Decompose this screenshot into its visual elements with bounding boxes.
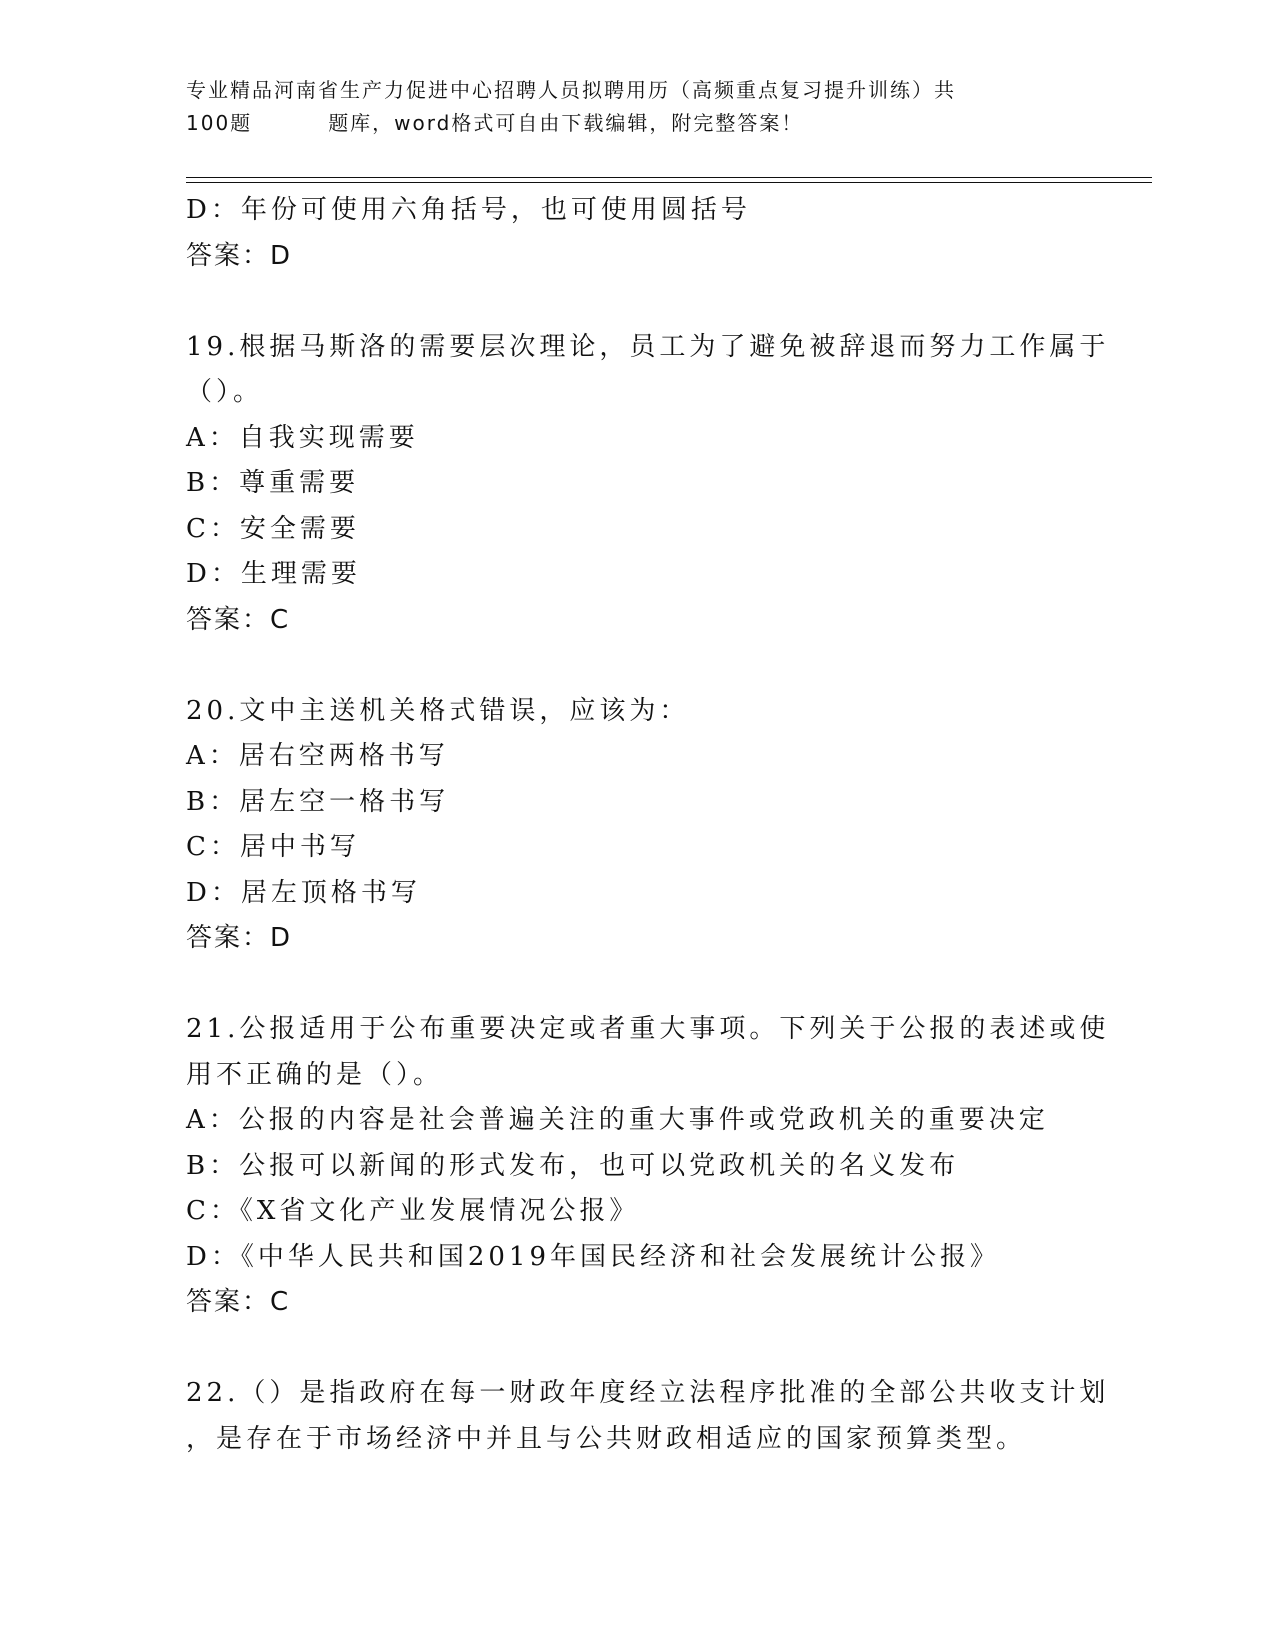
header-divider-top: [186, 177, 1152, 178]
question-20-option-b: B：居左空一格书写: [186, 786, 450, 817]
question-20-option-a: A：居右空两格书写: [186, 741, 449, 771]
question-22-stem: ，是存在于市场经济中并且与公共财政相适应的国家预算类型。: [186, 1423, 1027, 1454]
question-list: [186, 188, 1110, 1462]
question-20-stem: 20.文中主送机关格式错误，应该为：: [186, 695, 690, 726]
question-21-answer: 答案：C: [186, 1287, 291, 1317]
question-21-option-c: C：《X省文化产业发展情况公报》: [186, 1196, 640, 1226]
question-21-option-d: D：《中华人民共和国2019年国民经济和社会发展统计公报》: [186, 1241, 1001, 1272]
header-divider-bottom: [186, 182, 1152, 183]
question-19-option-a: A：自我实现需要: [186, 422, 419, 453]
option-d: D：年份可使用六角括号，也可使用圆括号: [186, 195, 751, 225]
header-description: 题库，word格式可自由下载编辑，附完整答案！: [328, 111, 804, 135]
question-21-stem: 21.公报适用于公布重要决定或者重大事项。下列关于公报的表述或使: [186, 1014, 1110, 1044]
header-title-line2: [186, 107, 1086, 140]
question-19-stem: 19.根据马斯洛的需要层次理论，员工为了避免被辞退而努力工作属于: [186, 331, 1110, 362]
question-22-stem: 22.（）是指政府在每一财政年度经立法程序批准的全部公共收支计划: [186, 1378, 1110, 1408]
question-21-option-b: B：公报可以新闻的形式发布，也可以党政机关的名义发布: [186, 1150, 960, 1181]
question-19-option-c: C：安全需要: [186, 513, 360, 544]
question-19-stem: （）。: [186, 377, 264, 407]
question-21-stem: 用不正确的是（）。: [186, 1059, 444, 1090]
question-19-option-d: D：生理需要: [186, 559, 361, 589]
header-count: 100题: [186, 111, 253, 135]
question-21-option-a: A：公报的内容是社会普遍关注的重大事件或党政机关的重要决定: [186, 1105, 1049, 1135]
page-header: [186, 74, 1086, 140]
question-20-answer: 答案：D: [186, 923, 293, 953]
question-19-option-b: B：尊重需要: [186, 468, 360, 498]
question-20-option-c: C：居中书写: [186, 832, 360, 862]
question-20-option-d: D：居左顶格书写: [186, 877, 421, 908]
answer-line: 答案：D: [186, 240, 293, 271]
header-title-line1: 专业精品河南省生产力促进中心招聘人员拟聘用历（高频重点复习提升训练）共: [186, 78, 956, 102]
question-19-answer: 答案：C: [186, 604, 291, 635]
